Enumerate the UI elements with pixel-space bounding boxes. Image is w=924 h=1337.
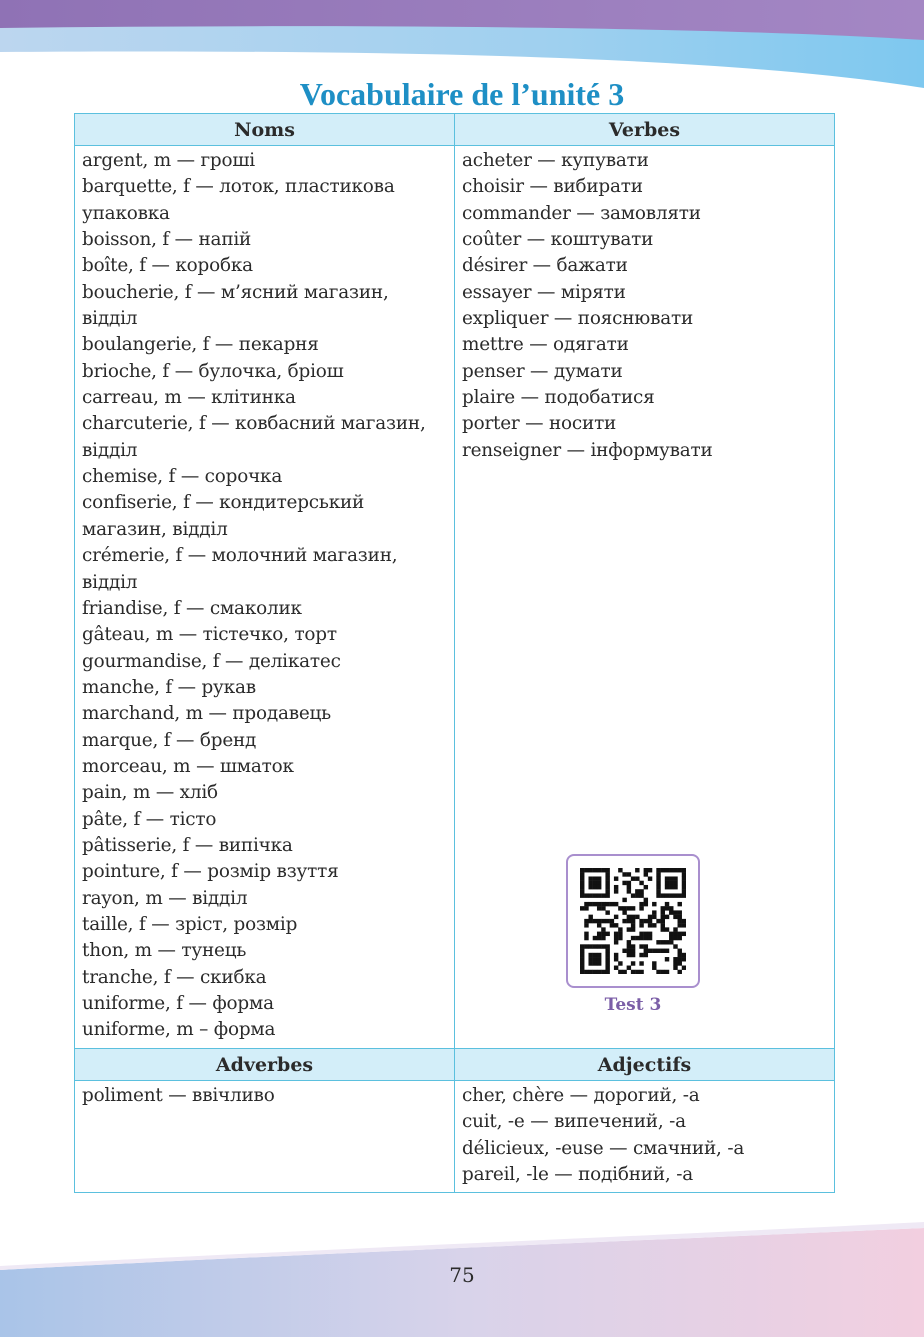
list-item: thon, m — тунець: [82, 940, 247, 962]
adjectifs-list: [462, 1083, 827, 1188]
list-item: pointure, f — розмір взуття: [82, 861, 339, 883]
list-item: renseigner — інформувати: [462, 439, 713, 461]
list-item: упаковка: [82, 202, 170, 224]
noms-list: [82, 148, 447, 1044]
qr-label[interactable]: Test 3: [604, 995, 662, 1015]
list-item: boisson, f — напій: [82, 229, 252, 251]
list-item: магазин, відділ: [82, 518, 228, 540]
list-item: morceau, m — шматок: [82, 755, 294, 777]
page-title: Vocabulaire de l’unité 3: [299, 76, 625, 112]
list-item: pain, m — хліб: [82, 782, 218, 804]
qr-code-frame[interactable]: [566, 854, 700, 988]
list-item: pâtisserie, f — випічка: [82, 834, 293, 856]
list-item: coûter — коштувати: [462, 229, 654, 251]
adverbes-cell: [75, 1081, 455, 1193]
list-item: taille, f — зріст, розмір: [82, 913, 298, 935]
list-item: commander — замовляти: [462, 202, 701, 224]
list-item: gourmandise, f — делікатес: [82, 650, 341, 672]
list-item: gâteau, m — тістечко, торт: [82, 624, 337, 646]
list-item: argent, m — гроші: [82, 150, 255, 171]
vocabulary-table: [74, 113, 835, 1193]
list-item: acheter — купувати: [462, 150, 649, 171]
adjectifs-header: Adjectifs: [455, 1049, 835, 1081]
verbes-list: [462, 148, 827, 464]
adverbes-list: [82, 1083, 447, 1109]
list-item: uniforme, m – форма: [82, 1019, 276, 1041]
list-item: poliment — ввічливо: [82, 1085, 275, 1106]
list-item: délicieux, -euse — смачний, -а: [462, 1137, 745, 1159]
list-item: désirer — бажати: [462, 255, 628, 277]
list-item: barquette, f — лоток, пластикова: [82, 176, 395, 198]
list-item: відділ: [82, 308, 138, 330]
list-item: chemise, f — сорочка: [82, 466, 283, 488]
list-item: brioche, f — булочка, бріош: [82, 360, 344, 382]
noms-header: Noms: [75, 114, 455, 146]
list-item: porter — носити: [462, 413, 617, 435]
list-item: boulangerie, f — пекарня: [82, 334, 319, 356]
list-item: expliquer — пояснювати: [462, 308, 694, 330]
adverbes-header: Adverbes: [75, 1049, 455, 1081]
list-item: choisir — вибирати: [462, 176, 643, 198]
list-item: відділ: [82, 571, 138, 593]
list-item: mettre — одягати: [462, 334, 629, 356]
list-item: tranche, f — скибка: [82, 966, 267, 988]
list-item: rayon, m — відділ: [82, 887, 248, 909]
verbes-cell: [455, 146, 835, 1049]
list-item: plaire — подобатися: [462, 387, 655, 409]
qr-code-icon: [580, 868, 686, 974]
list-item: marchand, m — продавець: [82, 703, 331, 725]
list-item: cher, chère — дорогий, -а: [462, 1085, 700, 1106]
list-item: cuit, -e — випечений, -а: [462, 1111, 686, 1133]
list-item: friandise, f — смаколик: [82, 597, 302, 619]
list-item: manche, f — рукав: [82, 676, 256, 698]
list-item: crémerie, f — молочний магазин,: [82, 545, 398, 567]
list-item: confiserie, f — кондитерський: [82, 492, 365, 514]
list-item: pâte, f — тісто: [82, 808, 217, 830]
list-item: uniforme, f — форма: [82, 993, 274, 1014]
list-item: boîte, f — коробка: [82, 255, 253, 277]
verbes-header: Verbes: [455, 114, 835, 146]
noms-cell: [75, 146, 455, 1049]
list-item: boucherie, f — м’ясний магазин,: [82, 281, 389, 303]
list-item: carreau, m — клітинка: [82, 387, 296, 409]
page-number: 75: [449, 1263, 475, 1287]
list-item: marque, f — бренд: [82, 729, 257, 751]
list-item: відділ: [82, 439, 138, 461]
adjectifs-cell: [455, 1081, 835, 1193]
list-item: pareil, -le — подібний, -а: [462, 1164, 693, 1186]
list-item: penser — думати: [462, 360, 623, 382]
list-item: essayer — міряти: [462, 281, 626, 303]
list-item: charcuterie, f — ковбасний магазин,: [82, 413, 426, 435]
